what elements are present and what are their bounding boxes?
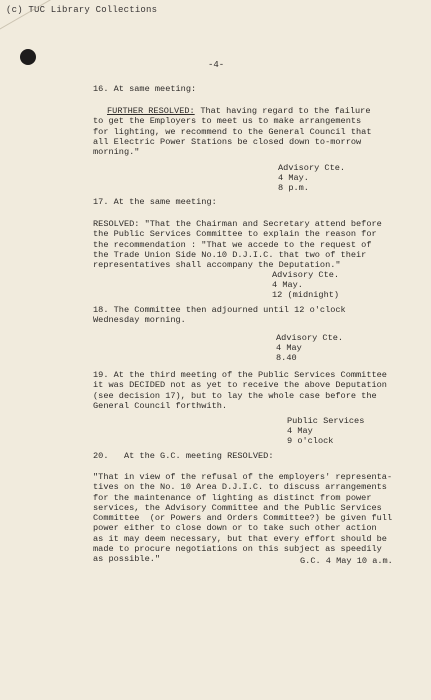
page-number: -4- [208,60,225,70]
item-16-sig-2: 4 May. [278,173,309,183]
item-18-sig-3: 8.40 [276,353,297,363]
item-17-sig-2: 4 May. [272,280,303,290]
item-19-sig-2: 4 May [287,426,313,436]
item-16-sig-1: Advisory Cte. [278,163,346,173]
item-16-body: That having regard to the failure to get the Employers to meet us to make arrangements for lighting, we recommend to the General Council that all Electric Power Stations be closed down to-morrow morning." [93,106,372,158]
item-17-sig-1: Advisory Cte. [272,270,340,280]
item-16-heading: 16. At same meeting: [93,84,197,94]
item-17-body: RESOLVED: "That the Chairman and Secretary attend before the Public Services Committee to explain the reason for the recommendation : "That we accede to the request of the Trade Union Side No.10 D.J.I.C. that two of their representatives shall accompany the Deputation." [93,219,382,271]
item-20-body: "That in view of the refusal of the employers' representa- tives on the No. 10 Area D.J.I.C. to discuss arrangements for the maintenance of lighting as distinct from power services, the Advisory Committee and the Public Services Committee (or Powers and Orders Committee?) be given full power either to close down or to take such other action as it may deem necessary, but that every effort should be made to procure negotiations on this subject as speedily as possible." [93,472,393,565]
item-18-body: 18. The Committee then adjourned until 12 o'clock Wednesday morning. [93,305,346,326]
item-17-heading: 17. At the same meeting: [93,197,217,207]
punch-hole [20,49,36,65]
item-19-sig-3: 9 o'clock [287,436,334,446]
collection-caption: (c) TUC Library Collections [6,5,158,15]
item-18-sig-1: Advisory Cte. [276,333,344,343]
item-20-heading: 20. At the G.C. meeting RESOLVED: [93,451,274,461]
item-16-lead: FURTHER RESOLVED: [107,106,195,116]
item-17-sig-3: 12 (midnight) [272,290,340,300]
item-18-sig-2: 4 May [276,343,302,353]
item-20-sig-1: G.C. 4 May 10 a.m. [300,556,393,566]
item-19-body: 19. At the third meeting of the Public Services Committee it was DECIDED not as yet to receive the above Deputation (see decision 17), but to lay the whole case before the General Council forthwith. [93,370,387,411]
item-16-sig-3: 8 p.m. [278,183,309,193]
item-19-sig-1: Public Services [287,416,365,426]
